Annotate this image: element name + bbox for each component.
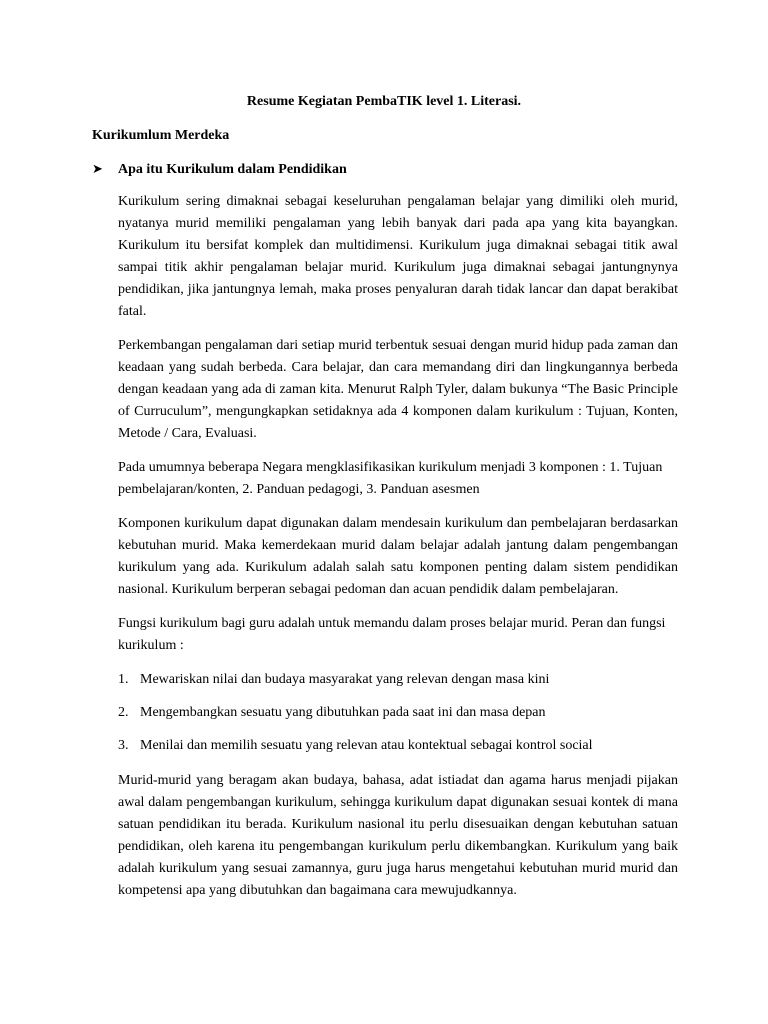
paragraph: Komponen kurikulum dapat digunakan dalam mendesain kurikulum dan pembelajaran berdasarkan kebutuhan murid. Maka kemerdekaan murid dalam belajar adalah jantung dalam pengembangan kurikulum yang ada. Kurikulum adalah salah satu komponen penting dalam sistem pendidikan nasional. Kurikulum berperan sebagai pedoman dan acuan pendidik dalam pembelajaran. [118,516,678,597]
paragraph: Perkembangan pengalaman dari setiap murid terbentuk sesuai dengan murid hidup pada zaman dan keadaan yang sudah berbeda. Cara belajar, dan cara memandang diri dan lingkungannya berbeda dengan keadaan yang ada di zaman kita. Menurut Ralph Tyler, dalam bukunya “The Basic Principle of Curruculum”, mengungkapkan setidaknya ada 4 komponen dalam kurikulum : Tujuan, Konten, Metode / Cara, Evaluasi. [118,338,678,441]
list-item-number: 2. [118,705,129,720]
paragraph: Fungsi kurikulum bagi guru adalah untuk memandu dalam proses belajar murid. Peran dan fungsi kurikulum : [118,616,666,653]
document-title: Resume Kegiatan PembaTIK level 1. Literasi. [246,94,522,109]
section-heading-text: Apa itu Kurikulum dalam Pendidikan [118,162,347,177]
function-list [118,669,678,757]
list-item [118,669,678,691]
paragraph: Kurikulum sering dimaknai sebagai keseluruhan pengalaman belajar yang dimiliki oleh murid, nyatanya murid memiliki pengalaman yang lebih banyak dari pada apa yang kita bayangkan. Kurikulum itu bersifat komplek dan multidimensi. Kurikulum juga dimaknai sebagai titik awal sampai titik akhir pengalaman belajar murid. Kurikulum juga dimaknai sebagai jantungnynya pendidikan, jika jantungnya lemah, maka proses penyaluran darah tidak lancar dan dapat berakibat fatal. [118,194,678,319]
list-item [118,702,678,724]
list-item-text: Mewariskan nilai dan budaya masyarakat yang relevan dengan masa kini [140,672,550,687]
list-item-text: Menilai dan memilih sesuatu yang relevan atau kontektual sebagai kontrol social [140,738,593,753]
list-item-number: 3. [118,738,129,753]
document-body [118,191,678,914]
list-item-text: Mengembangkan sesuatu yang dibutuhkan pada saat ini dan masa depan [140,705,546,720]
closing-paragraph: Murid-murid yang beragam akan budaya, bahasa, adat istiadat dan agama harus menjadi pijakan awal dalam pengembangan kurikulum, sehingga kurikulum dapat digunakan sesuai kontek di mana satuan pendidikan itu berada. Kurikulum nasional itu perlu disesuaikan dengan kebutuhan satuan pendidikan, oleh karena itu pengembangan kurikulum perlu dikembangkan. Kurikulum yang baik adalah kurikulum yang sesuai zamannya, guru juga harus mengetahui kebutuhan murid murid dan kompetensi apa yang dibutuhkan dan bagaimana cara mewujudkannya. [118,773,678,898]
document-heading: Kurikumlum Merdeka [92,128,230,143]
list-item [118,735,678,757]
arrowhead-bullet-icon: ➤ [92,162,103,177]
paragraph: Pada umumnya beberapa Negara mengklasifikasikan kurikulum menjadi 3 komponen : 1. Tujuan pembelajaran/konten, 2. Panduan pedagogi, 3. Panduan asesmen [118,460,663,497]
list-item-number: 1. [118,672,129,687]
section-heading [92,159,347,181]
